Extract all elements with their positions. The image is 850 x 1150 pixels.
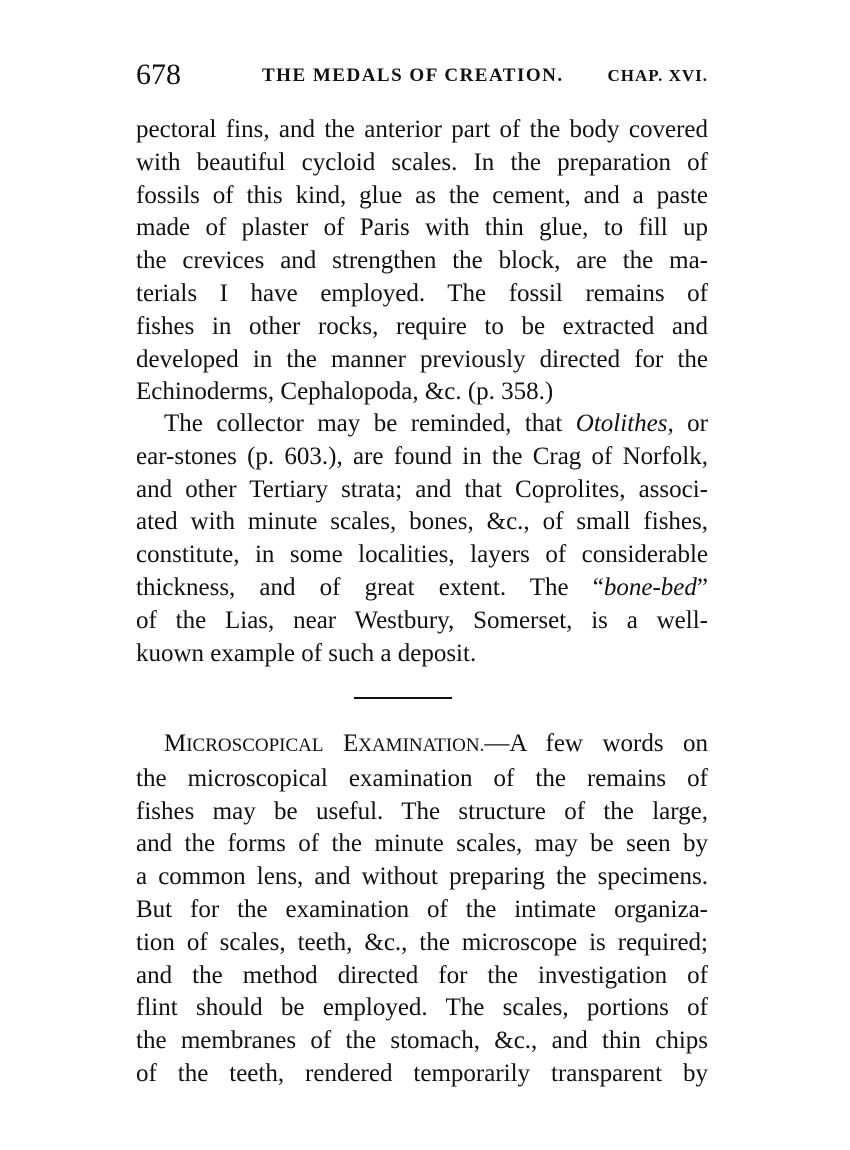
text-line: ear-stones (p. 603.), are found in the Crag of Norfolk, (136, 442, 708, 470)
text-line (136, 572, 708, 605)
text-line: made of plaster of Paris with thin glue, to fill up (136, 214, 708, 242)
section-divider (354, 697, 452, 699)
text-line (136, 728, 708, 763)
text-line: of the Lias, near Westbury, Somerset, is a well- (136, 606, 708, 634)
italic-term: Otolithes, (575, 410, 674, 437)
text-run: —A few words on (484, 730, 709, 757)
text-run: ” (696, 573, 708, 601)
text-run: The collector may be reminded, that (164, 410, 576, 437)
text-line: developed in the manner previously directed for the (136, 345, 708, 373)
text-line: of the teeth, rendered temporarily transparent by (136, 1059, 708, 1087)
paragraph-2 (136, 408, 708, 670)
text-line: But for the examination of the intimate organiza- (136, 895, 708, 923)
paragraph-1 (136, 114, 708, 409)
page-header (136, 58, 708, 92)
section-heading: MICROSCOPICAL EXAMINATION. (164, 730, 485, 757)
text-line: fishes in other rocks, require to be extracted and (136, 312, 708, 340)
text-line: and the method directed for the investigation of (136, 961, 708, 989)
text-line: and other Tertiary strata; and that Coprolites, associ- (136, 475, 708, 503)
text-line: with beautiful cycloid scales. In the preparation of (136, 148, 708, 176)
text-line: kuown example of such a deposit. (136, 639, 477, 667)
text-line: and the forms of the minute scales, may be seen by (136, 830, 708, 858)
text-run: thickness, and of great extent. The “ (136, 573, 604, 601)
text-line: the microscopical examination of the remains of (136, 764, 708, 792)
text-line: Echinoderms, Cephalopoda, &c. (p. 358.) (136, 378, 554, 406)
text-line: fossils of this kind, glue as the cement, and a paste (136, 181, 708, 209)
text-line: terials I have employed. The fossil remains of (136, 279, 708, 307)
running-title: THE MEDALS OF CREATION. (262, 65, 564, 86)
paragraph-3 (136, 728, 708, 1091)
text-line: the membranes of the stomach, &c., and thin chips (136, 1027, 708, 1055)
text-line: pectoral fins, and the anterior part of the body covered (136, 116, 708, 143)
text-line: ated with minute scales, bones, &c., of small fishes, (136, 508, 708, 536)
italic-term: bone-bed (603, 573, 697, 601)
text-line: flint should be employed. The scales, portions of (136, 994, 708, 1022)
text-line: fishes may be useful. The structure of the large, (136, 797, 708, 825)
chapter-label: CHAP. XVI. (607, 66, 708, 85)
text-line: a common lens, and without preparing the specimens. (136, 863, 708, 891)
page-number: 678 (136, 58, 181, 91)
text-line: the crevices and strengthen the block, are the ma- (136, 247, 708, 275)
text-line: constitute, in some localities, layers of considerable (136, 541, 708, 569)
text-line (136, 408, 708, 441)
text-line: tion of scales, teeth, &c., the microscope is required; (136, 928, 708, 956)
text-run: or (673, 410, 708, 437)
